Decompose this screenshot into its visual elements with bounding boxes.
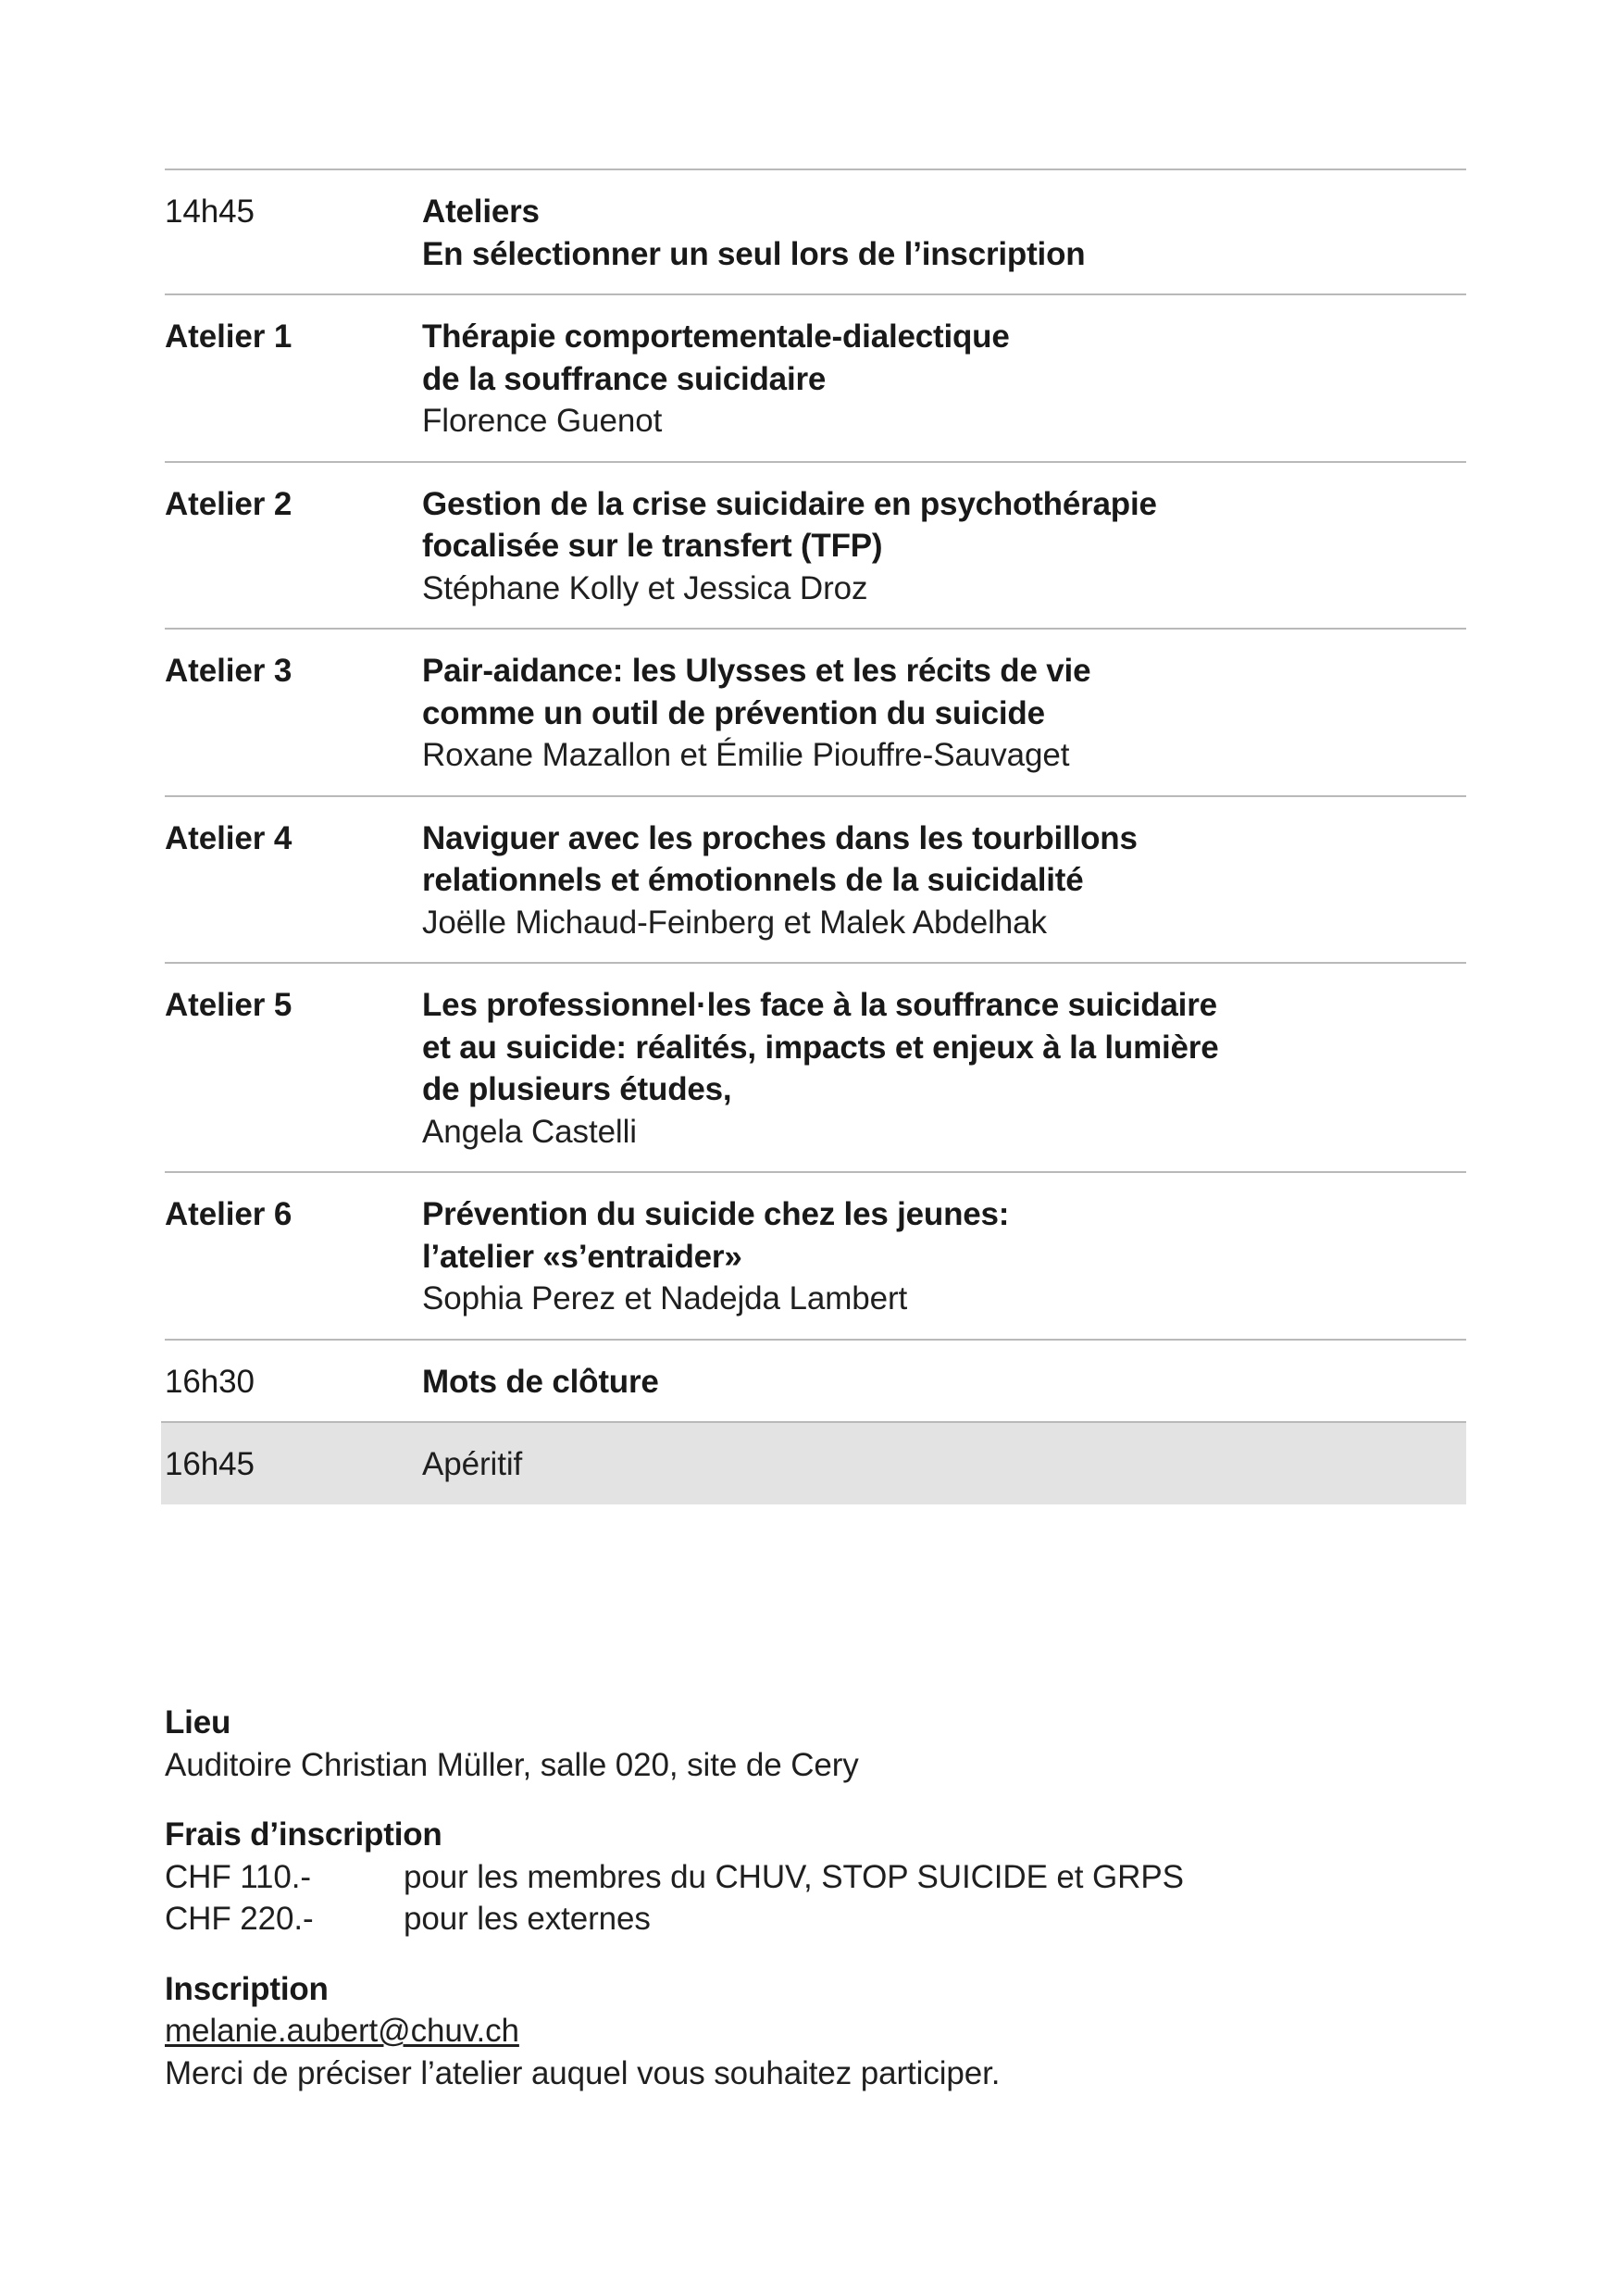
schedule-row-speaker: Sophia Perez et Nadejda Lambert xyxy=(422,1280,908,1316)
schedule-row-body xyxy=(422,1193,1466,1320)
schedule-row-title-line: de la souffrance suicidaire xyxy=(422,360,827,397)
schedule-row-speaker: Roxane Mazallon et Émilie Piouffre-Sauvaget xyxy=(422,737,1070,773)
schedule-row-body xyxy=(422,984,1466,1153)
schedule-row-title-line: l’atelier «s’entraider» xyxy=(422,1238,742,1275)
schedule-row xyxy=(165,461,1466,629)
schedule-row-title-line: relationnels et émotionnels de la suicidalité xyxy=(422,862,1084,898)
schedule-row-title-line: Thérapie comportementale-dialectique xyxy=(422,318,1010,355)
fee-description: pour les membres du CHUV, STOP SUICIDE et GRPS xyxy=(404,1858,1184,1895)
schedule-row-time: Atelier 4 xyxy=(165,819,292,856)
registration-group xyxy=(165,1968,1466,2095)
schedule-row-time: Atelier 5 xyxy=(165,987,292,1023)
schedule-row-title-line: Les professionnel·les face à la souffrance suicidaire xyxy=(422,987,1217,1023)
schedule-row-body xyxy=(422,1361,1466,1404)
schedule-row-body xyxy=(422,650,1466,777)
schedule-row-time: 16h30 xyxy=(165,1363,255,1400)
schedule-row xyxy=(165,1339,1466,1422)
schedule-row-body xyxy=(422,191,1466,275)
schedule-row xyxy=(161,1421,1466,1504)
schedule-row-time: Atelier 1 xyxy=(165,318,292,355)
schedule-row xyxy=(165,628,1466,795)
schedule-row-time: Atelier 2 xyxy=(165,485,292,522)
registration-note: Merci de préciser l’atelier auquel vous souhaitez participer. xyxy=(165,2054,1001,2091)
registration-email-link[interactable]: melanie.aubert@chuv.ch xyxy=(165,2013,519,2049)
registration-heading: Inscription xyxy=(165,1970,329,2007)
schedule-row-speaker: Apéritif xyxy=(422,1446,523,1482)
schedule-row-title-line: En sélectionner un seul lors de l’inscription xyxy=(422,235,1086,272)
schedule-row-title-line: Prévention du suicide chez les jeunes: xyxy=(422,1196,1010,1232)
schedule-row xyxy=(165,795,1466,963)
schedule-row-time: 14h45 xyxy=(165,193,255,230)
schedule-row-time: 16h45 xyxy=(165,1446,255,1482)
schedule-row-speaker: Angela Castelli xyxy=(422,1113,637,1150)
schedule-row-body xyxy=(422,1443,1466,1486)
fee-row xyxy=(165,1898,1466,1940)
venue-address: Auditoire Christian Müller, salle 020, site de Cery xyxy=(165,1746,859,1783)
fee-amount: CHF 110.- xyxy=(165,1858,311,1895)
venue-group xyxy=(165,1702,1466,1786)
schedule-row-body xyxy=(422,817,1466,944)
fees-heading: Frais d’inscription xyxy=(165,1816,442,1853)
schedule-row-body xyxy=(422,316,1466,443)
schedule-row-title-line: Pair-aidance: les Ulysses et les récits de vie xyxy=(422,653,1091,689)
schedule-row xyxy=(165,1171,1466,1339)
schedule-row-title-line: Mots de clôture xyxy=(422,1363,659,1400)
fees-group xyxy=(165,1814,1466,1940)
schedule-row xyxy=(165,293,1466,461)
schedule-row-speaker: Florence Guenot xyxy=(422,403,663,439)
schedule-row-title-line: focalisée sur le transfert (TFP) xyxy=(422,528,883,564)
schedule-row xyxy=(165,962,1466,1171)
fee-row xyxy=(165,1856,1466,1899)
schedule-row-time: Atelier 3 xyxy=(165,653,292,689)
schedule-row-title-line: Ateliers xyxy=(422,193,540,230)
schedule-table xyxy=(165,168,1466,1504)
schedule-row-title-line: et au suicide: réalités, impacts et enjeux à la lumière xyxy=(422,1029,1219,1066)
schedule-row xyxy=(165,168,1466,293)
schedule-row-title-line: Naviguer avec les proches dans les tourbillons xyxy=(422,819,1138,856)
schedule-row-title-line: de plusieurs études, xyxy=(422,1071,732,1107)
info-section xyxy=(165,1702,1466,2094)
schedule-row-time: Atelier 6 xyxy=(165,1196,292,1232)
venue-heading: Lieu xyxy=(165,1704,231,1741)
fee-description: pour les externes xyxy=(404,1901,651,1937)
schedule-row-title-line: Gestion de la crise suicidaire en psychothérapie xyxy=(422,485,1157,522)
fee-amount: CHF 220.- xyxy=(165,1901,314,1937)
schedule-row-body xyxy=(422,483,1466,610)
schedule-row-speaker: Joëlle Michaud-Feinberg et Malek Abdelhak xyxy=(422,904,1047,941)
registration-email-wrap xyxy=(165,2010,1466,2053)
schedule-row-speaker: Stéphane Kolly et Jessica Droz xyxy=(422,569,868,606)
schedule-row-title-line: comme un outil de prévention du suicide xyxy=(422,694,1045,731)
